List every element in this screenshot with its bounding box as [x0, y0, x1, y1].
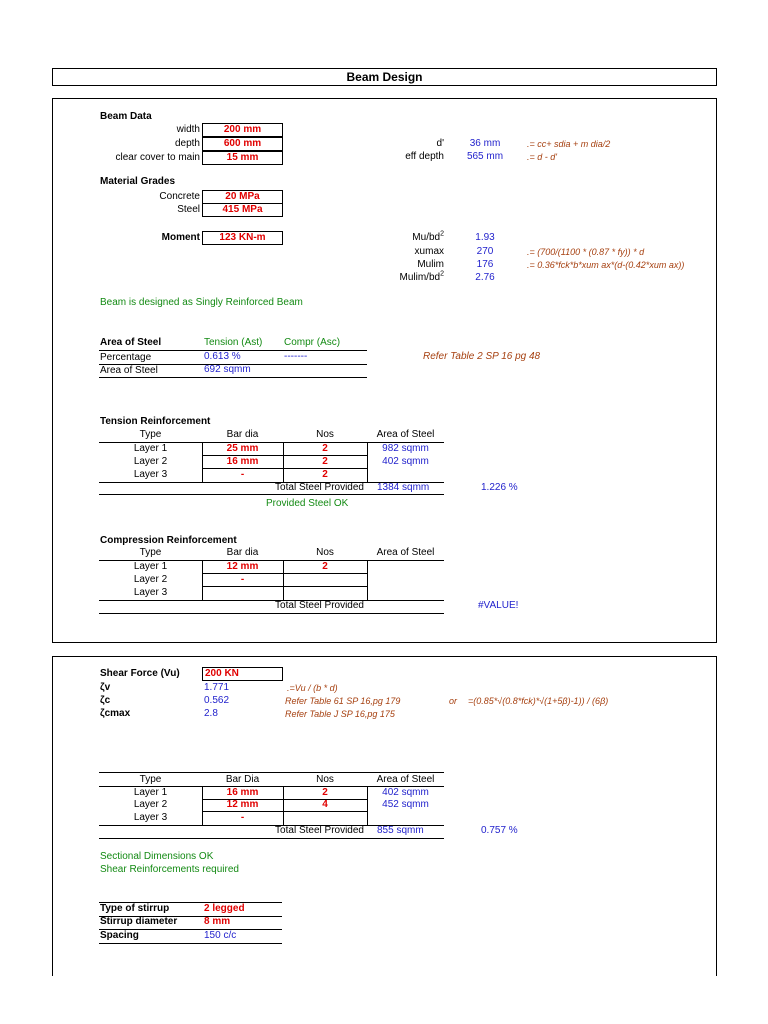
tcmax-label: ζcmax — [100, 708, 131, 719]
table-row-type: Layer 1 — [133, 443, 168, 454]
d-prime-formula: .= cc+ sdia + m dia/2 — [527, 139, 611, 149]
shear-col-nos: Nos — [316, 774, 334, 785]
tc-label: ζc — [100, 695, 111, 706]
shear-total-pct: 0.757 % — [481, 825, 518, 836]
table-row-type: Layer 2 — [133, 456, 168, 467]
d-prime-label: d' — [436, 138, 444, 149]
tv-note: .=Vu / (b * d) — [287, 683, 338, 693]
shear-col-dia: Bar Dia — [225, 774, 260, 785]
concrete-input[interactable]: 20 MPa — [202, 190, 283, 204]
shear-col-area: Area of Steel — [376, 774, 435, 785]
shear-dia-input[interactable]: - — [240, 812, 245, 823]
comp-vline-3 — [367, 560, 368, 600]
shear-force-value: 200 KN — [205, 668, 239, 679]
xumax-label: xumax — [414, 246, 444, 257]
tcmax-note: Refer Table J SP 16,pg 175 — [285, 709, 395, 719]
percentage-tension: 0.613 % — [204, 351, 241, 362]
shear-nos-input[interactable]: 2 — [322, 787, 328, 798]
tension-nos-input[interactable]: 2 — [322, 469, 328, 480]
table-row-type: Layer 3 — [133, 587, 168, 598]
comp-total-label: Total Steel Provided — [275, 600, 364, 611]
stirrup-type-label: Type of stirrup — [100, 903, 170, 914]
shear-area-value: 452 sqmm — [382, 799, 429, 810]
comp-col-dia: Bar dia — [226, 547, 259, 558]
table-row-type: Layer 3 — [133, 812, 168, 823]
tension-dia-input[interactable]: 16 mm — [226, 456, 259, 467]
eff-depth-formula: .= d - d' — [527, 152, 557, 162]
shear-total-label: Total Steel Provided — [275, 825, 364, 836]
steel-label: Steel — [177, 204, 200, 215]
table-row-type: Layer 2 — [133, 799, 168, 810]
percentage-compr: ------- — [284, 351, 308, 362]
tension-col-nos: Nos — [316, 429, 334, 440]
tension-nos-input[interactable]: 2 — [322, 456, 328, 467]
shear-rule-header-top — [99, 772, 444, 773]
aos-rule-3 — [99, 377, 367, 378]
comp-nos-input[interactable]: 2 — [322, 561, 328, 572]
spacing-label: Spacing — [100, 930, 139, 941]
mulim-label: Mulim — [417, 259, 444, 270]
comp-col-type: Type — [139, 547, 162, 558]
design-message: Beam is designed as Singly Reinforced Beam — [100, 297, 303, 308]
d-prime-value: 36 mm — [469, 138, 501, 149]
tc-or: or — [449, 696, 458, 706]
concrete-label: Concrete — [159, 191, 200, 202]
tension-total-label: Total Steel Provided — [275, 482, 364, 493]
shear-total-value: 855 sqmm — [377, 825, 424, 836]
tension-dia-input[interactable]: 25 mm — [226, 443, 259, 454]
compr-col-header: Compr (Asc) — [284, 337, 341, 348]
tc-formula: =(0.85*√(0.8*fck)*√(1+5β)-1)) / (6β) — [468, 696, 609, 706]
percentage-label: Percentage — [100, 352, 152, 363]
table-row-type: Layer 1 — [133, 561, 168, 572]
tcmax-value: 2.8 — [204, 708, 218, 719]
tension-heading: Tension Reinforcement — [100, 416, 211, 427]
steel-input[interactable]: 415 MPa — [202, 203, 283, 217]
depth-label: depth — [174, 138, 200, 149]
shear-dia-input[interactable]: 16 mm — [226, 787, 259, 798]
comp-col-area: Area of Steel — [376, 547, 435, 558]
shear-dia-input[interactable]: 12 mm — [226, 799, 259, 810]
stirrup-dia-label: Stirrup diameter — [100, 916, 178, 927]
sectional-ok-msg: Sectional Dimensions OK — [100, 851, 214, 862]
depth-input[interactable]: 600 mm — [202, 137, 283, 151]
tension-rule-bottom — [99, 494, 444, 495]
stirrup-type-input[interactable]: 2 legged — [204, 903, 245, 914]
comp-total-value: #VALUE! — [478, 600, 519, 611]
width-input[interactable]: 200 mm — [202, 123, 283, 137]
tc-note: Refer Table 61 SP 16,pg 179 — [285, 696, 401, 706]
tension-total-value: 1384 sqmm — [377, 482, 430, 493]
percentage-ref: Refer Table 2 SP 16 pg 48 — [423, 351, 541, 362]
comp-dia-input[interactable]: 12 mm — [226, 561, 259, 572]
beam-data-heading: Beam Data — [100, 111, 152, 122]
table-row-type: Layer 1 — [133, 787, 168, 798]
xumax-value: 270 — [476, 246, 494, 257]
cover-input[interactable]: 15 mm — [202, 151, 283, 165]
eff-depth-label: eff depth — [405, 151, 444, 162]
shear-force-label: Shear Force (Vu) — [100, 668, 180, 679]
tension-col-header: Tension (Ast) — [204, 337, 263, 348]
shear-rule-bottom — [99, 838, 444, 839]
mulim-bd2-value: 2.76 — [475, 272, 495, 283]
comp-rule-2 — [202, 586, 367, 587]
spacing-value: 150 c/c — [204, 930, 237, 941]
page-title: Beam Design — [346, 70, 423, 84]
comp-rule-bottom — [99, 613, 444, 614]
xumax-formula: .= (700/(1100 * (0.87 * fy)) * d — [527, 247, 645, 257]
mu-bd2-label: $Mu/bd^2$ — [412, 230, 444, 243]
tension-area-value: 402 sqmm — [382, 456, 429, 467]
shear-required-msg: Shear Reinforcements required — [100, 864, 239, 875]
tv-label: ζv — [100, 682, 111, 693]
eff-depth-value: 565 mm — [466, 151, 504, 162]
area-steel-label: Area of Steel — [100, 365, 158, 376]
tension-area-value: 982 sqmm — [382, 443, 429, 454]
comp-dia-input[interactable]: - — [240, 574, 245, 585]
area-of-steel-heading: Area of Steel — [100, 337, 162, 348]
material-heading: Material Grades — [100, 176, 176, 187]
tension-total-pct: 1.226 % — [481, 482, 518, 493]
tension-col-dia: Bar dia — [226, 429, 259, 440]
width-label: width — [176, 124, 200, 135]
comp-col-nos: Nos — [316, 547, 334, 558]
shear-nos-input[interactable]: 4 — [322, 799, 328, 810]
area-steel-tension: 692 sqmm — [204, 364, 251, 375]
mulim-value: 176 — [476, 259, 494, 270]
tension-col-area: Area of Steel — [376, 429, 435, 440]
stirrup-rule-bottom — [99, 943, 282, 944]
mu-bd2-value: 1.93 — [475, 232, 495, 243]
compression-heading: Compression Reinforcement — [100, 535, 237, 546]
table-row-type: Layer 3 — [133, 469, 168, 480]
mulim-bd2-label: Mulim/$bd^2$ — [399, 270, 444, 283]
table-row-type: Layer 2 — [133, 574, 168, 585]
moment-input[interactable]: 123 KN-m — [202, 231, 283, 245]
moment-label: Moment — [161, 232, 200, 243]
tension-status: Provided Steel OK — [266, 498, 349, 509]
shear-col-type: Type — [139, 774, 162, 785]
shear-area-value: 402 sqmm — [382, 787, 429, 798]
cover-label: clear cover to main — [115, 152, 200, 163]
tension-col-type: Type — [139, 429, 162, 440]
mulim-formula: .= 0.36*fck*b*xum ax*(d-(0.42*xum ax)) — [527, 260, 685, 270]
tc-value: 0.562 — [204, 695, 230, 706]
tension-dia-input[interactable]: - — [240, 469, 245, 480]
tension-nos-input[interactable]: 2 — [322, 443, 328, 454]
stirrup-dia-input[interactable]: 8 mm — [204, 916, 231, 927]
tv-value: 1.771 — [204, 682, 230, 693]
